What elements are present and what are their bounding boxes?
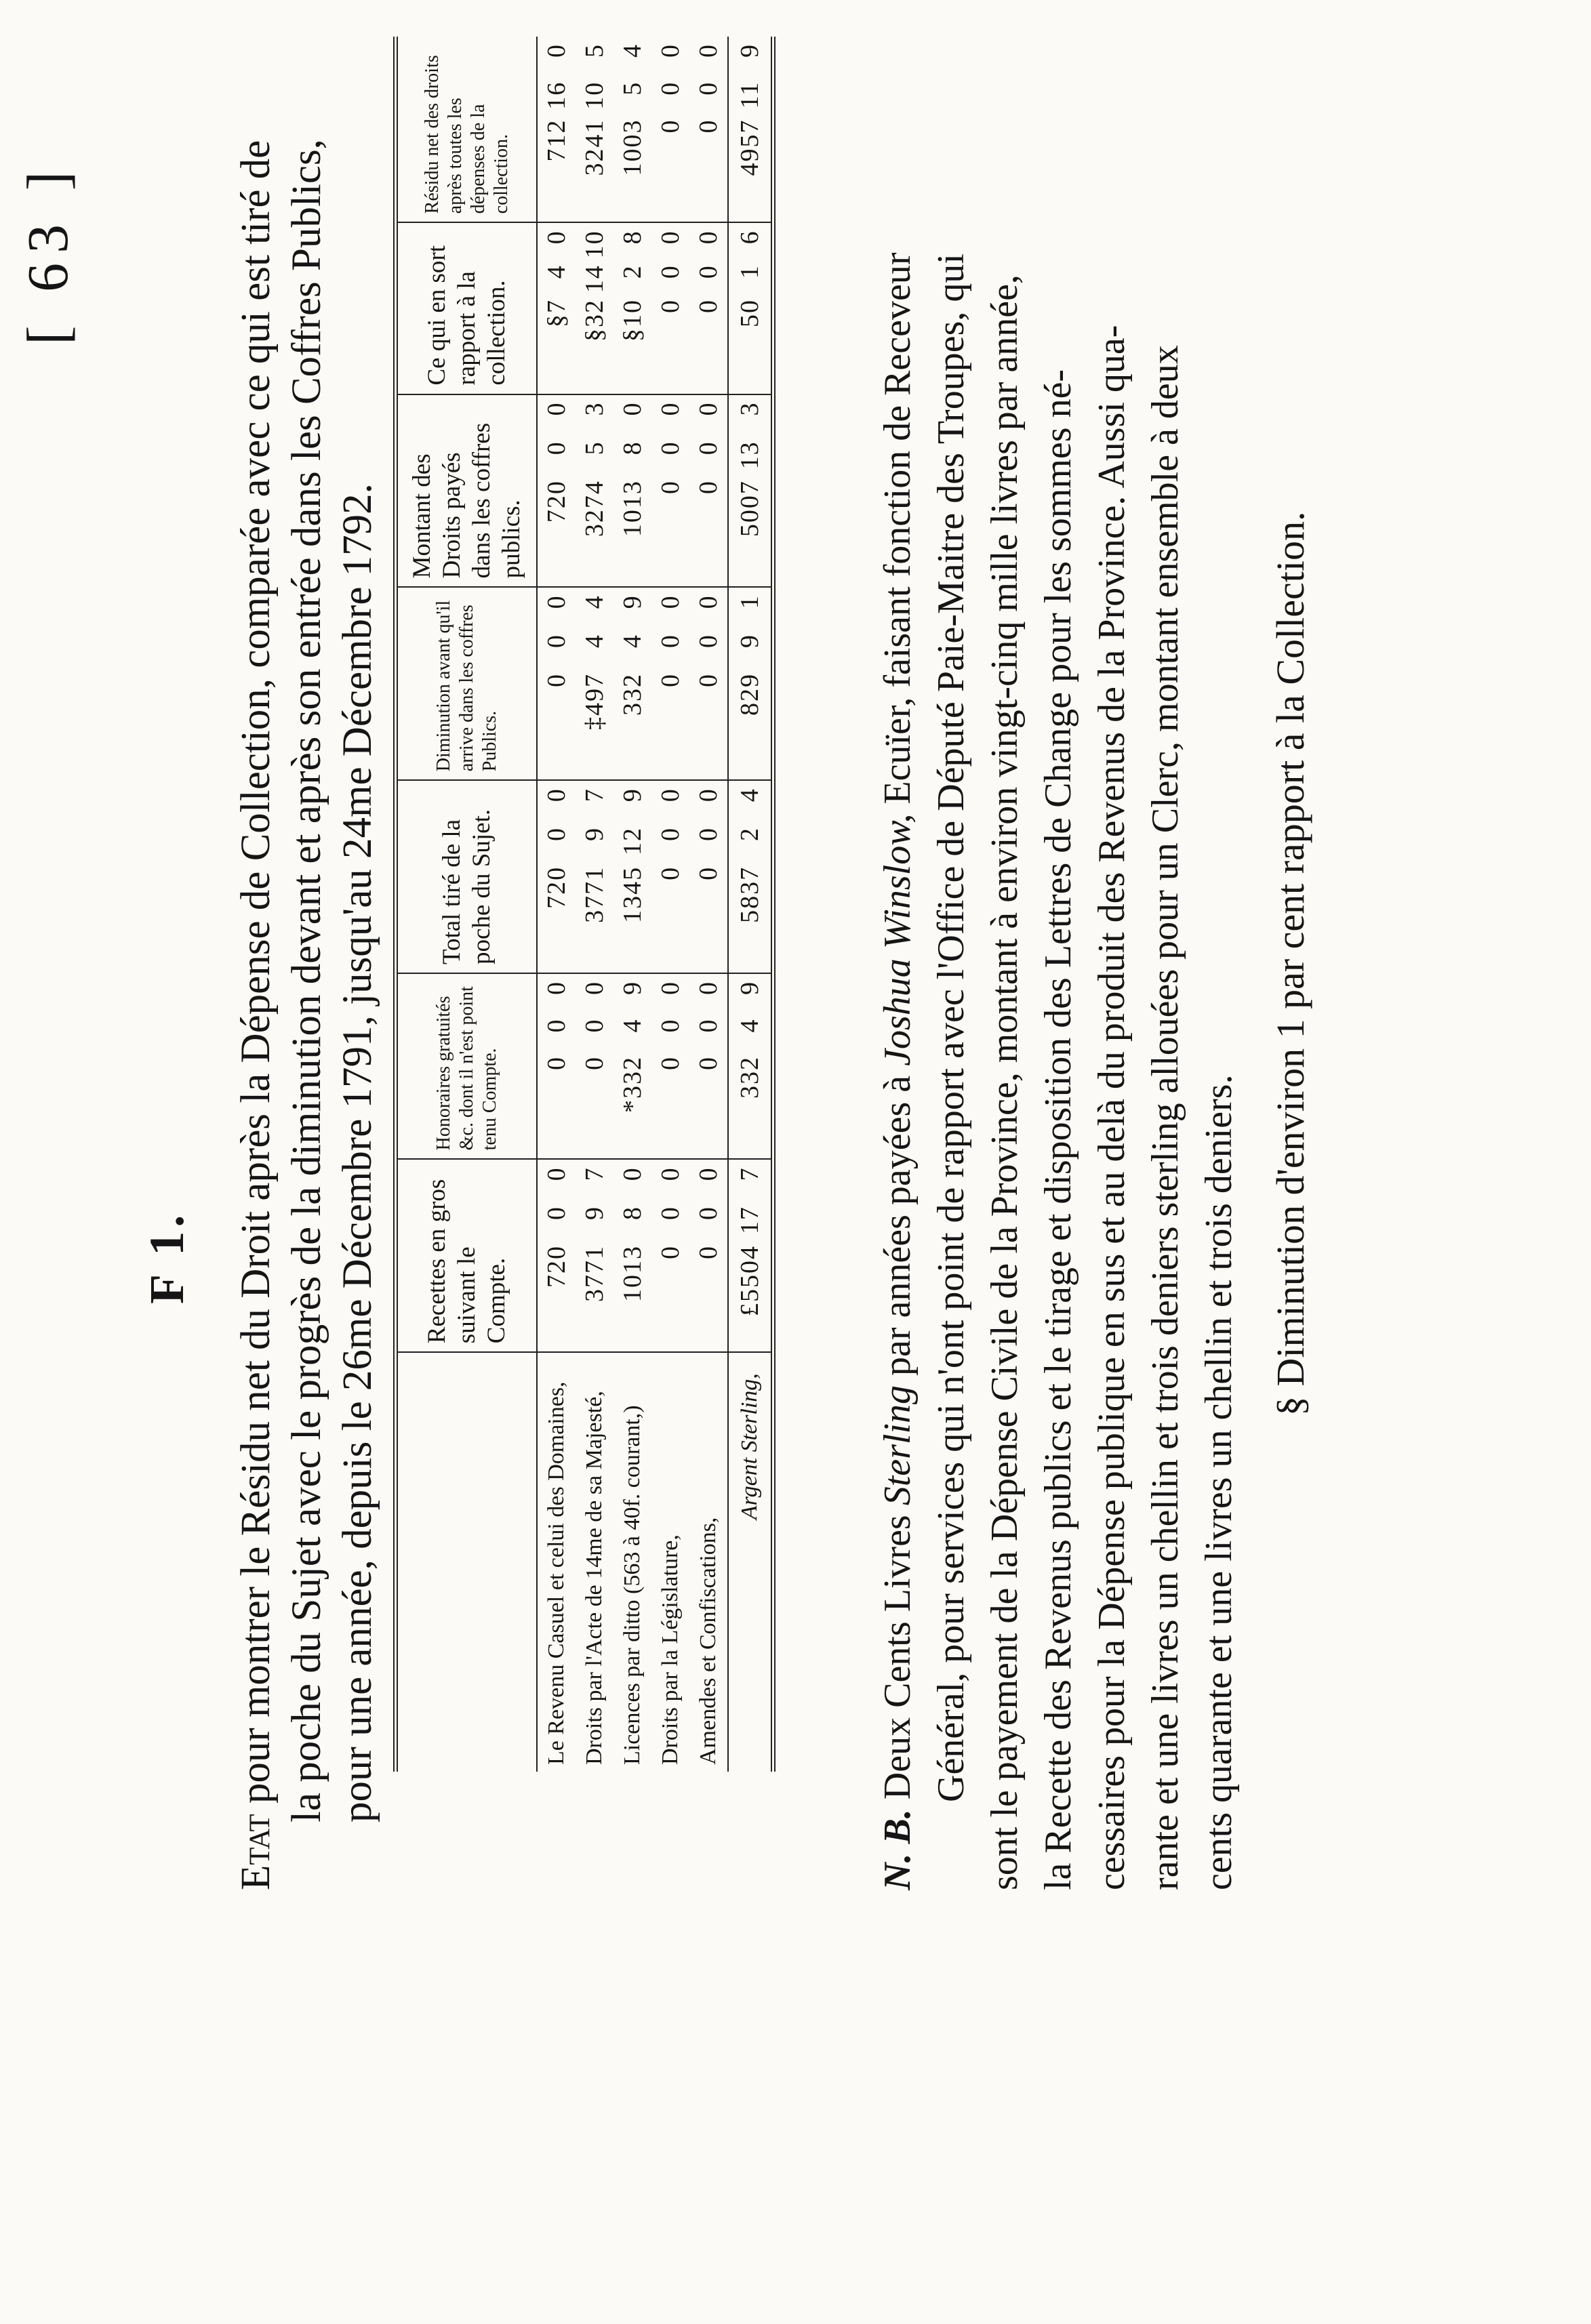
pounds: 0 [694, 299, 723, 314]
nb-text-1c: Ecuïer, faisant fonction de Receveur [877, 252, 919, 804]
pence: 5 [580, 43, 609, 58]
pounds: 3771 [580, 1244, 609, 1302]
nb-marker: N. B. [877, 1809, 919, 1890]
amount-cell-honoraires [728, 973, 773, 1159]
amount-cell-montant [689, 394, 728, 588]
pence: 9 [736, 43, 764, 58]
amount-cell-total [651, 780, 689, 973]
column-header: Résidu net des droits après toutes les dépenses de la collection. [396, 37, 538, 222]
shillings: 0 [656, 81, 685, 96]
amount-cell-rapport [537, 222, 576, 394]
pounds: 1003 [618, 119, 647, 176]
pounds: *332 [618, 1056, 647, 1114]
shillings: 0 [694, 634, 723, 649]
pounds: 0 [542, 672, 571, 687]
nb-line-4: la Recette des Revenus publics et le tirage et disposition des Lettres de Change pour les sommes né- [1037, 369, 1079, 1890]
column-header: Diminution avant qu'il arrive dans les coffres Publics. [396, 587, 538, 780]
pounds: 0 [694, 865, 723, 880]
pounds: 0 [694, 672, 723, 687]
pounds: 0 [656, 1244, 685, 1259]
shillings: 0 [694, 441, 723, 455]
nb-line-2: Général, pour services qui n'ont point de rapport avec l'Office de Député Paie-Maitre des Troupes, qui [930, 253, 972, 1802]
pounds: 50 [736, 299, 764, 328]
pence: 0 [618, 1166, 647, 1181]
pence: 9 [618, 594, 647, 609]
pounds: 0 [656, 672, 685, 687]
amount-cell-rapport [689, 222, 728, 394]
pence: 0 [656, 981, 685, 996]
pounds: 0 [656, 480, 685, 495]
amount-cell-residu [537, 37, 576, 222]
column-header [396, 1352, 538, 1772]
row-label: Amendes et Confiscations, [696, 1517, 721, 1765]
shillings: 8 [618, 1206, 647, 1221]
table-row [651, 37, 689, 1772]
shillings: 17 [736, 1206, 764, 1235]
pence: 7 [580, 1166, 609, 1181]
column-header: Montant des Droits payés dans les coffres publics. [396, 394, 538, 588]
page-number: [ 63 ] [15, 161, 80, 345]
pounds: 3274 [580, 480, 609, 537]
shillings: 9 [736, 634, 764, 649]
column-header: Recettes en gros suivant le Compte. [396, 1159, 538, 1352]
shillings: 0 [694, 1018, 723, 1033]
pence: 0 [542, 43, 571, 58]
amount-cell-total [728, 780, 773, 973]
pence: 0 [656, 43, 685, 58]
pounds: 1013 [618, 1244, 647, 1302]
pence: 0 [694, 1166, 723, 1181]
shillings: 4 [618, 634, 647, 649]
table-row [613, 37, 651, 1772]
pounds: 0 [656, 865, 685, 880]
pence: 0 [542, 1166, 571, 1181]
amount-cell-residu [576, 37, 613, 222]
title-etat: Etat [233, 1814, 279, 1890]
amount-cell-recettes [576, 1159, 613, 1352]
shillings: 0 [656, 264, 685, 279]
pounds: 0 [656, 1056, 685, 1071]
amount-cell-honoraires [651, 973, 689, 1159]
shillings: 5 [618, 81, 647, 96]
shillings: 0 [542, 827, 571, 842]
pence: 4 [580, 594, 609, 609]
pounds: 829 [736, 672, 764, 716]
revenue-table [393, 37, 776, 1772]
pence: 3 [580, 401, 609, 416]
pence: 0 [694, 788, 723, 802]
row-label: Argent Sterling, [728, 1352, 773, 1772]
pence: 1 [736, 594, 764, 609]
pence: 0 [542, 981, 571, 996]
amount-cell-recettes [728, 1159, 773, 1352]
nb-line-6: rante et une livres un chellin et trois deniers sterling allouées pour un Clerc, montant ensemble à deux [1144, 345, 1186, 1890]
shillings: 14 [580, 264, 609, 293]
pence: 0 [656, 230, 685, 245]
shillings: 16 [542, 81, 571, 110]
pence: 0 [542, 401, 571, 416]
shillings: 4 [618, 1018, 647, 1033]
nb-text-1a: Deux Cents Livres [877, 1515, 919, 1800]
title-line-3: pour une année, depuis le 26me Décembre 1791, jusqu'au 24me Décembre 1792. [335, 483, 380, 1822]
amount-cell-total [613, 780, 651, 973]
pounds: £5504 [736, 1244, 764, 1316]
pence: 0 [694, 43, 723, 58]
pounds: 720 [542, 865, 571, 909]
amount-cell-honoraires [689, 973, 728, 1159]
amount-cell-residu [613, 37, 651, 222]
shillings: 5 [580, 441, 609, 455]
row-label: Droits par l'Acte de 14me de sa Majesté, [582, 1391, 607, 1765]
shillings: 9 [580, 1206, 609, 1221]
pounds: 0 [580, 1056, 609, 1071]
shillings: 11 [736, 81, 764, 109]
amount-cell-montant [537, 394, 576, 588]
pence: 0 [656, 401, 685, 416]
pounds: 1345 [618, 865, 647, 923]
pounds: 4957 [736, 119, 764, 176]
amount-cell-diminution [689, 587, 728, 780]
amount-cell-diminution [576, 587, 613, 780]
nb-line-3: sont le payement de la Dépense Civile de la Province, montant à environ vingt-cinq mille livres par année, [984, 274, 1026, 1890]
shillings: 10 [580, 81, 609, 110]
pence: 0 [656, 594, 685, 609]
table-row [537, 37, 576, 1772]
pounds: 0 [694, 119, 723, 134]
total-row [728, 37, 773, 1772]
shillings: 0 [694, 1206, 723, 1221]
shillings: 0 [656, 827, 685, 842]
pounds: 720 [542, 480, 571, 523]
amount-cell-montant [728, 394, 773, 588]
row-label: Licences par ditto (563 à 40f. courant,) [620, 1405, 645, 1765]
amount-cell-total [576, 780, 613, 973]
shillings: 0 [542, 441, 571, 455]
shillings: 2 [736, 827, 764, 842]
pence: 7 [736, 1166, 764, 1181]
pence: 9 [618, 981, 647, 996]
pounds: 0 [656, 299, 685, 314]
shillings: 0 [694, 264, 723, 279]
pounds: 332 [736, 1056, 764, 1099]
amount-cell-recettes [537, 1159, 576, 1352]
pounds: ‡497 [580, 672, 609, 730]
pounds: 0 [694, 480, 723, 495]
amount-cell-rapport [576, 222, 613, 394]
pounds: 0 [694, 1244, 723, 1259]
amount-cell-recettes [613, 1159, 651, 1352]
nb-line-7: cents quarante et une livres un chellin et trois deniers. [1198, 1074, 1240, 1890]
pounds: 5837 [736, 865, 764, 923]
pounds: 720 [542, 1244, 571, 1288]
shillings: 0 [656, 441, 685, 455]
pence: 0 [656, 788, 685, 802]
amount-cell-residu [651, 37, 689, 222]
column-header: Total tiré de la poche du Sujet. [396, 780, 538, 973]
amount-cell-diminution [613, 587, 651, 780]
pence: 9 [736, 981, 764, 996]
shillings: 0 [694, 81, 723, 96]
pence: 0 [542, 230, 571, 245]
pence: 0 [694, 230, 723, 245]
pounds: 712 [542, 119, 571, 162]
title-line-1: pour montrer le Résidu net du Droit après la Dépense de Collection, comparée avec ce qui est tiré de [233, 140, 279, 1804]
pounds: 0 [656, 119, 685, 134]
shillings: 13 [736, 441, 764, 470]
amount-cell-diminution [537, 587, 576, 780]
amount-cell-diminution [651, 587, 689, 780]
shillings: 9 [580, 827, 609, 842]
pounds: 5007 [736, 480, 764, 537]
pounds: §10 [618, 299, 647, 342]
amount-cell-rapport [613, 222, 651, 394]
nb-name: Joshua Winslow, [877, 813, 919, 1066]
amount-cell-residu [728, 37, 773, 222]
shillings: 0 [656, 634, 685, 649]
shillings: 0 [656, 1018, 685, 1033]
pence: 3 [736, 401, 764, 416]
pence: 0 [694, 401, 723, 416]
nota-bene [871, 115, 1246, 1890]
shillings: 0 [694, 827, 723, 842]
shillings: 4 [542, 264, 571, 279]
shillings: 4 [736, 1018, 764, 1033]
pounds: §7 [542, 299, 571, 328]
amount-cell-montant [613, 394, 651, 588]
pence: 0 [542, 594, 571, 609]
shillings: 8 [618, 441, 647, 455]
title-line-2: la poche du Sujet avec le progrès de la diminution devant et après son entrée dans les Coffres Publics, [284, 139, 329, 1822]
table-row [576, 37, 613, 1772]
amount-cell-total [537, 780, 576, 973]
pence: 6 [736, 230, 764, 245]
pence: 0 [694, 594, 723, 609]
pence: 0 [542, 788, 571, 802]
pounds: §32 [580, 299, 609, 342]
section-heading: F 1. [140, 1210, 194, 1304]
row-label: Le Revenu Casuel et celui des Domaines, [544, 1381, 569, 1765]
amount-cell-montant [576, 394, 613, 588]
amount-cell-montant [651, 394, 689, 588]
row-label: Droits par la Législature, [658, 1534, 683, 1765]
amount-cell-recettes [689, 1159, 728, 1352]
amount-cell-rapport [728, 222, 773, 394]
column-header: Honoraires gratuités &c. dont il n'est point tenu Compte. [396, 973, 538, 1159]
shillings: 12 [618, 827, 647, 856]
amount-cell-rapport [651, 222, 689, 394]
amount-cell-honoraires [613, 973, 651, 1159]
amount-cell-recettes [651, 1159, 689, 1352]
amount-cell-honoraires [576, 973, 613, 1159]
pence: 8 [618, 230, 647, 245]
pounds: 0 [542, 1056, 571, 1071]
shillings: 0 [542, 1206, 571, 1221]
nb-text-1b: par années payées à [877, 1075, 919, 1376]
column-header: Ce qui en sort rapport à la collection. [396, 222, 538, 394]
amount-cell-residu [689, 37, 728, 222]
shillings: 2 [618, 264, 647, 279]
pence: 0 [656, 1166, 685, 1181]
pence: 4 [618, 43, 647, 58]
pence: 0 [694, 981, 723, 996]
table-header-row [396, 37, 538, 1772]
table-body [537, 37, 773, 1772]
pounds: 3241 [580, 119, 609, 176]
footnote: § Diminution d'environ 1 par cent rapport à la Collection. [1268, 511, 1312, 1416]
table-row [689, 37, 728, 1772]
pence: 0 [580, 981, 609, 996]
shillings: 4 [580, 634, 609, 649]
nb-sterling: Sterling [877, 1385, 919, 1506]
pounds: 332 [618, 672, 647, 716]
shillings: 0 [542, 1018, 571, 1033]
table-title [230, 139, 383, 1890]
shillings: 0 [542, 634, 571, 649]
pounds: 3771 [580, 865, 609, 923]
pence: 4 [736, 788, 764, 802]
pence: 7 [580, 788, 609, 802]
amount-cell-diminution [728, 587, 773, 780]
amount-cell-total [689, 780, 728, 973]
amount-cell-honoraires [537, 973, 576, 1159]
pence: 10 [580, 230, 609, 259]
pounds: 1013 [618, 480, 647, 537]
shillings: 1 [736, 264, 764, 279]
pence: 0 [618, 401, 647, 416]
nb-line-5: cessaires pour la Dépense publique en sus et au delà du produit des Revenus de la Province. Aussi qua- [1091, 325, 1133, 1890]
shillings: 0 [656, 1206, 685, 1221]
pence: 9 [618, 788, 647, 802]
pounds: 0 [694, 1056, 723, 1071]
shillings: 0 [580, 1018, 609, 1033]
